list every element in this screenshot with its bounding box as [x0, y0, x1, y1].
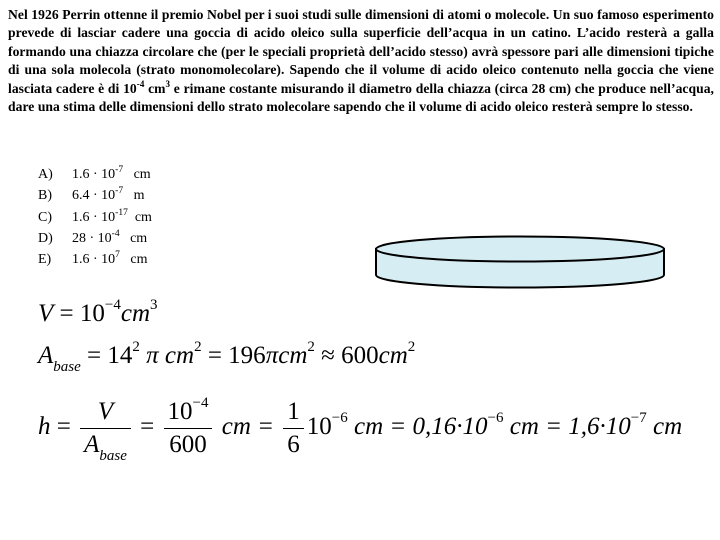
choice-letter: B) [38, 188, 52, 204]
frac2-numerator-exponent: −4 [192, 395, 209, 411]
volume-unit-exponent: 3 [165, 78, 171, 89]
eq1-unit-exponent: 3 [150, 297, 158, 313]
eq2-pi2: π [265, 342, 279, 369]
eq3-term2: cm = 0,16·10 [347, 413, 488, 441]
choice-a[interactable] [38, 164, 152, 185]
eq3-term1: 10 [306, 413, 332, 441]
eq2-unit3: cm [378, 342, 408, 369]
choice-b[interactable] [38, 185, 152, 206]
eq2-unit2: cm [278, 342, 308, 369]
equation-base-area [38, 339, 416, 375]
choice-exponent: -7 [115, 186, 124, 197]
problem-text-part2: e rimane costante misurando il diametro della chiazza (circa 28 cm) che produce nell’acqua, dare una stima delle dimensioni dello strato molecolare sapendo che il volume di acido oleico resterà sempre lo stesso. [8, 80, 715, 115]
eq1-exponent: −4 [104, 297, 121, 313]
choice-unit: cm [130, 252, 148, 268]
equation-height [38, 395, 683, 464]
eq3-lhs: h [38, 413, 51, 441]
eq2-lhs: A [38, 342, 54, 369]
eq1-lhs: V [38, 300, 54, 327]
volume-unit: cm [144, 80, 166, 96]
eq3-equals2: = [133, 413, 161, 441]
choice-d[interactable] [38, 228, 152, 249]
cylinder-dish-icon [372, 232, 668, 290]
choice-unit: cm [134, 209, 152, 225]
frac1-numerator: V [97, 398, 114, 425]
eq2-mid: = 196 [201, 342, 266, 369]
choice-letter: C) [38, 209, 52, 225]
equation-volume [38, 297, 158, 328]
eq3-term3-exponent: −7 [630, 410, 647, 427]
eq3-unit-final: cm [646, 413, 683, 441]
volume-exponent: -4 [136, 78, 145, 89]
choice-mantissa: 1.6 · 10 [72, 252, 116, 268]
choice-exponent: -17 [115, 207, 128, 218]
frac1-denominator: A [84, 431, 100, 458]
eq3-term3: cm = 1,6·10 [503, 413, 631, 441]
eq1-unit: cm [120, 300, 151, 327]
choice-unit: cm [130, 230, 148, 246]
choice-exponent: -4 [111, 228, 120, 239]
eq2-radius-exponent: 2 [132, 339, 140, 355]
frac2-numerator: 10 [167, 398, 193, 425]
eq1-equals: = 10 [53, 300, 105, 327]
problem-statement [8, 6, 714, 116]
fraction-one-sixth [283, 398, 304, 459]
eq2-approx: ≈ 600 [314, 342, 379, 369]
answer-choices [38, 164, 152, 270]
choice-c[interactable] [38, 207, 152, 228]
fraction-volume-over-area [164, 395, 213, 459]
eq2-unit2-exponent: 2 [307, 339, 315, 355]
cylinder-top-ellipse [376, 237, 664, 262]
fraction-v-over-a [80, 398, 131, 464]
frac3-denominator: 6 [287, 431, 300, 458]
problem-text-part1: Nel 1926 Perrin ottenne il premio Nobel per i suoi studi sulle dimensioni di atomi o molecole. Un suo famoso esperimento prevede di lasciar cadere una goccia di acido oleico sulla superficie dell’acqua in un catino. L’acido resterà a galla formando una chiazza circolare che (per le speciali proprietà dell’acido stesso) avrà spessore pari alle dimensioni tipiche di una sola molecola (strato monomolecolare). Sapendo che il volume di acido oleico contenuto nella goccia che viene lasciata cadere è di 10 [8, 7, 714, 96]
choice-letter: E) [38, 252, 52, 268]
choice-mantissa: 6.4 · 10 [72, 188, 116, 204]
eq2-unit1-exponent: 2 [194, 339, 202, 355]
eq2-unit1: cm [164, 342, 195, 369]
eq2-unit3-exponent: 2 [407, 339, 416, 355]
eq3-term1-exponent: −6 [331, 410, 348, 427]
choice-unit: cm [133, 167, 151, 182]
choice-unit: m [133, 188, 145, 204]
eq2-radius: = 14 [80, 342, 133, 369]
eq2-lhs-subscript: base [53, 359, 81, 375]
frac2-denominator: 600 [169, 431, 207, 458]
frac3-numerator: 1 [283, 398, 304, 429]
choice-e[interactable] [38, 249, 152, 270]
choice-letter: A) [38, 167, 53, 182]
choice-letter: D) [38, 230, 53, 246]
eq2-pi: π [139, 342, 165, 369]
choice-mantissa: 1.6 · 10 [72, 209, 116, 225]
eq3-unit1: cm = [215, 413, 281, 441]
eq3-equals1: = [50, 413, 78, 441]
choice-mantissa: 28 · 10 [72, 230, 112, 246]
eq3-term2-exponent: −6 [487, 410, 504, 427]
choice-mantissa: 1.6 · 10 [72, 167, 116, 182]
choice-exponent: 7 [115, 250, 120, 261]
frac1-denominator-subscript: base [99, 448, 127, 464]
choice-exponent: -7 [115, 165, 124, 175]
